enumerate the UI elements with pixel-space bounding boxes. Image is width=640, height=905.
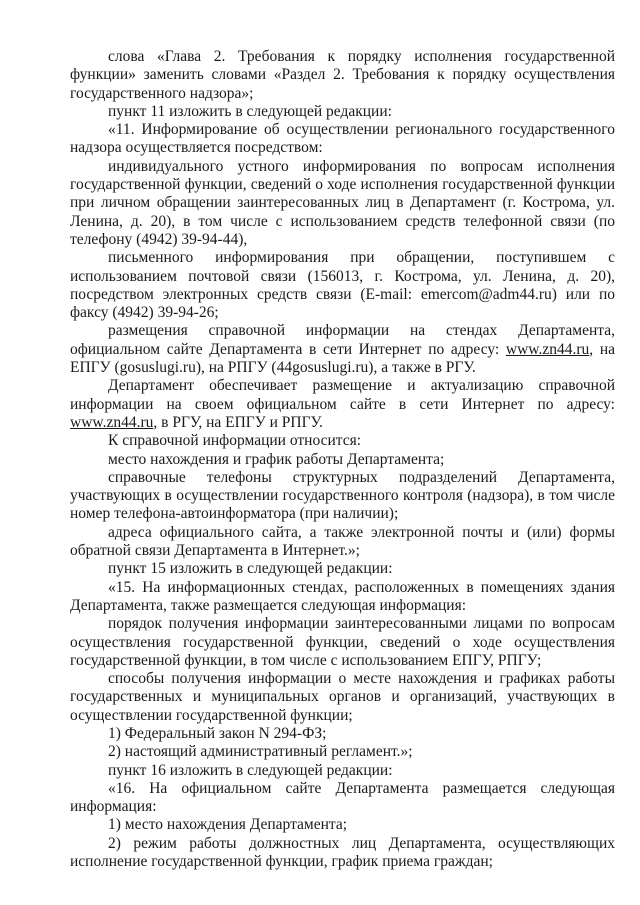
paragraph-text: Департамент обеспечивает размещение и актуализацию справочной информации на своем официальном сайте в сети Интернет по адресу: [70, 377, 615, 413]
document-paragraph [70, 835, 615, 872]
document-paragraph [70, 48, 615, 103]
document-paragraph [70, 432, 615, 450]
document-paragraph [70, 377, 615, 432]
document-paragraph [70, 579, 615, 616]
paragraph-text: пункт 11 изложить в следующей редакции: [108, 102, 392, 120]
paragraph-text: размещения справочной информации на стендах Департамента, официальном сайте Департамента в сети Интернет по адресу: [70, 322, 615, 358]
paragraph-text: слова «Глава 2. Требования к порядку исполнения государственной функции» заменить словами «Раздел 2. Требования к порядку осуществления государственного надзора»; [70, 48, 615, 102]
paragraph-text: письменного информирования при обращении, поступившем с использованием почтовой связи (156013, г. Кострома, ул. Ленина, д. 20), посредством электронных средств связи (E-mail: emercom@adm44.ru) или по факсу (4942) 39-94-26; [70, 249, 615, 322]
document-paragraph [70, 725, 615, 743]
paragraph-text: пункт 15 изложить в следующей редакции: [108, 560, 393, 578]
document-paragraph [70, 469, 615, 524]
document-paragraph [70, 615, 615, 670]
paragraph-text: пункт 16 изложить в следующей редакции: [108, 761, 393, 779]
paragraph-text: , в РГУ, на ЕПГУ и РПГУ. [153, 413, 323, 431]
paragraph-text: индивидуального устного информирования по вопросам исполнения государственной функции, сведений о ходе исполнения государственной функции при личном обращении заинтересованных лиц в Департамент (г. Кострома, ул. Ленина, д. 20), в том числе с использованием средств телефонной связи (по телефону (4942) 39-94-44), [70, 157, 615, 248]
document-paragraph [70, 451, 615, 469]
paragraph-text: 2) режим работы должностных лиц Департамента, осуществляющих исполнение государственной функции, график приема граждан; [70, 834, 615, 871]
paragraph-text: способы получения информации о месте нахождения и графиках работы государственных и муниципальных органов и организаций, участвующих в осуществлении государственной функции; [70, 670, 615, 724]
document-paragraph [70, 780, 615, 817]
paragraph-text: место нахождения и график работы Департамента; [108, 450, 445, 468]
paragraph-text: 1) место нахождения Департамента; [108, 816, 348, 834]
document-body [70, 48, 615, 871]
website-link[interactable]: www.zn44.ru [70, 413, 154, 431]
document-paragraph [70, 322, 615, 377]
paragraph-text: 2) настоящий административный регламент.»; [108, 743, 413, 761]
paragraph-text: порядок получения информации заинтересованными лицами по вопросам осуществления государственной функции, сведений о ходе осуществления государственной функции, в том числе с использованием ЕПГУ, РПГУ; [70, 615, 615, 669]
document-paragraph [70, 762, 615, 780]
paragraph-text: «15. На информационных стендах, расположенных в помещениях здания Департамента, также размещается следующая информация: [70, 578, 615, 614]
document-paragraph [70, 524, 615, 561]
document-paragraph [70, 743, 615, 761]
document-paragraph [70, 249, 615, 322]
document-paragraph [70, 103, 615, 121]
paragraph-text: справочные телефоны структурных подразделений Департамента, участвующих в осуществлении государственного контроля (надзора), в том числе номер телефона-автоинформатора (при наличии); [70, 468, 615, 523]
document-paragraph [70, 670, 615, 725]
document-paragraph [70, 158, 615, 249]
document-paragraph [70, 121, 615, 158]
paragraph-text: адреса официального сайта, а также электронной почты и (или) формы обратной связи Департамента в Интернет.»; [70, 523, 615, 560]
paragraph-text: «11. Информирование об осуществлении регионального государственного надзора осуществляется посредством: [70, 121, 615, 157]
document-paragraph [70, 560, 615, 578]
website-link[interactable]: www.zn44.ru [505, 340, 590, 358]
paragraph-text: , на ЕПГУ (gosuslugi.ru), на РПГУ (44gosuslugi.ru), а также в РГУ. [70, 340, 615, 377]
paragraph-text: 1) Федеральный закон N 294-ФЗ; [108, 724, 327, 742]
paragraph-text: «16. На официальном сайте Департамента размещается следующая информация: [70, 779, 615, 816]
document-paragraph [70, 816, 615, 834]
paragraph-text: К справочной информации относится: [108, 432, 362, 450]
